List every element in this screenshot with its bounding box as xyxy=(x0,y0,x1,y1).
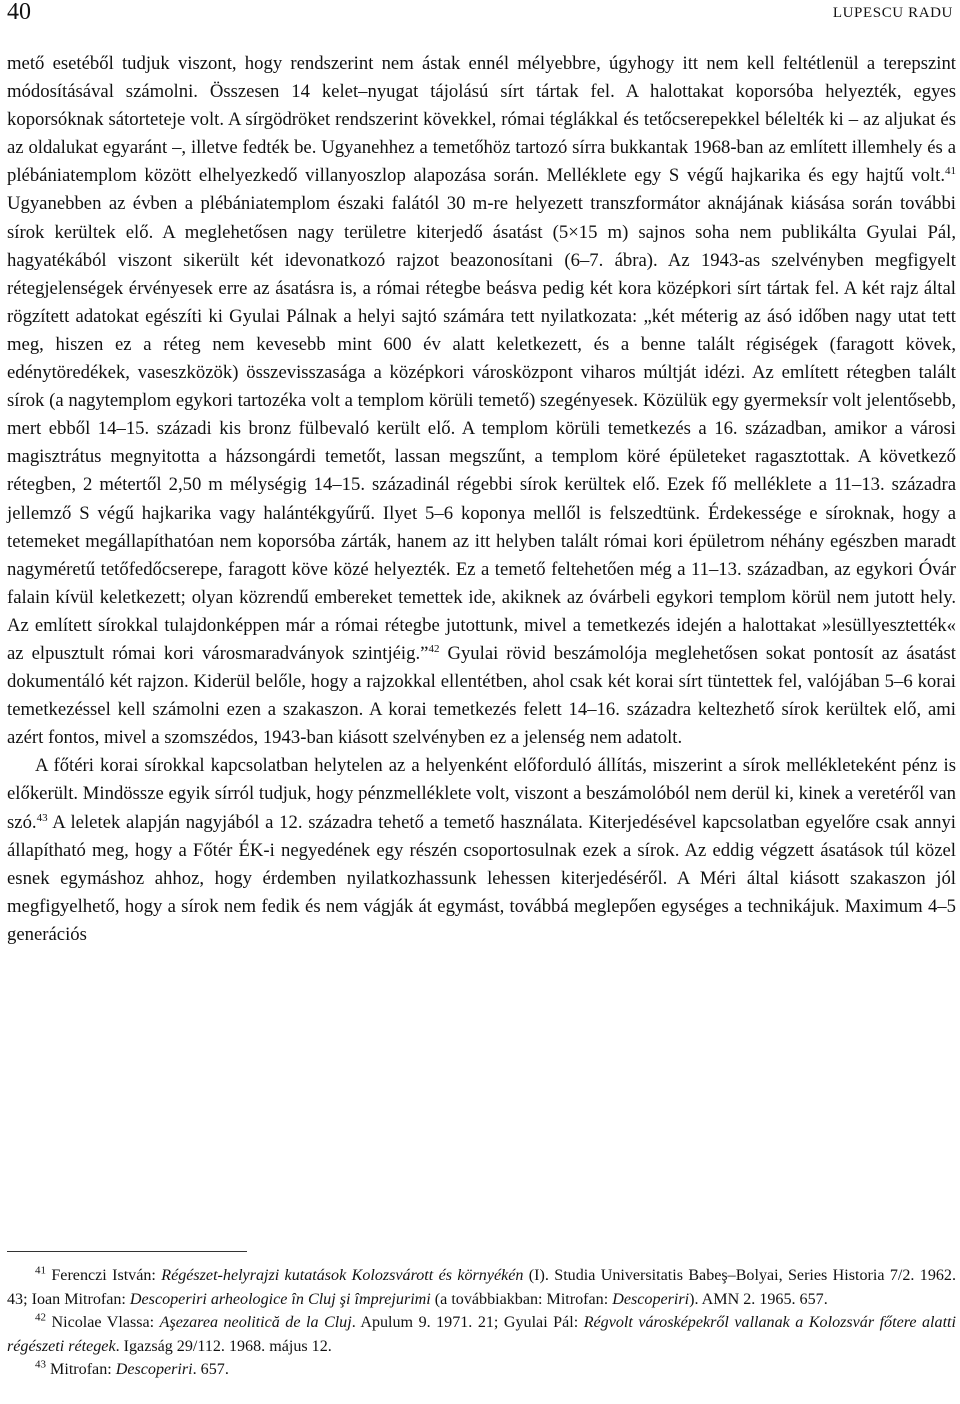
footnote-title: Descoperiri xyxy=(115,1361,193,1378)
footnotes xyxy=(7,1264,956,1382)
footnote-ref-43: 43 xyxy=(36,811,48,824)
footnote-separator xyxy=(7,1251,247,1252)
footnote-text: Mitrofan: xyxy=(50,1361,116,1378)
footnote-text: (I). Studia Universitatis Babeş–Bolyai, Series Historia 7/2. 1962. 43; Ioan Mitrofan: xyxy=(7,1267,956,1308)
page-number: 40 xyxy=(7,0,31,25)
footnote-text: . 657. xyxy=(192,1361,229,1378)
text-run: mető esetéből tudjuk viszont, hogy rendszerint nem ástak ennél mélyebbre, úgyhogy itt nem kell feltétlenül a terepszint módosításával számolni. Összesen 14 kelet–nyugat tájolású sírt tártak fel. A halottakat koporsóba helyezték, egyes koporsóknak sátorteteje volt. A sírgödröket rendszerint kövekkel, római téglákkal és tetőcserepekkel bélelték ki – az aljukat és az oldalukat egyaránt –, illetve fedték be. Ugyanehhez a temetőhöz tartozó sírra bukkantak 1968-ban az említett illemhely és a plébániatemplom között elhelyezkedő villanyoszlop alapozása során. Melléklete egy S végű hajkarika és egy hajtű volt. xyxy=(7,53,956,187)
footnote-ref-42: 42 xyxy=(428,642,440,655)
text-run: Gyulai rövid beszámolója meglehetősen sokat pontosít az ásatást dokumentáló két rajzon. Kiderül belőle, hogy a rajzokkal ellentétben, ahol csak két korai sírt tüntettek fel, valójában 5–6 korai temetkezéssel kell számolni ezen a szakaszon. A korai temetkezés felett 14–16. századra keltezhető sírok kerültek elő, ami azért fontos, mivel a szomszédos, 1943-ban kiásott szelvényben ez a jelenség nem adatolt. xyxy=(7,642,956,749)
footnote-ref-41: 41 xyxy=(945,165,956,178)
footnote-text: Nicolae Vlassa: xyxy=(51,1314,160,1331)
text-run: Ugyanebben az évben a plébániatemplom északi falától 30 m-re helyezett transzformátor aknájának kiásása során további sírok kerültek elő. A meglehetősen nagy területre kiterjedő ásatást (5×15 m) sajnos soha nem publikálta Gyulai Pál, hagyatékából viszont sikerült két idevonatkozó rajzot beazonosítani (6–7. ábra). Az 1943-as szelvényben megfigyelt rétegjelenségek érvényesek erre az ásatásra is, a római rétegbe beásva pedig két kora középkori sírt tártak fel. A két rajz által rögzített adatokat egészíti ki Gyulai Pálnak a helyi sajtó számára tett nyilatkozata: „két méterig az ásó időben nagy utat tett meg, hiszen ez a réteg nem kevesebb mint 600 év alatt keletkezett, és a benne talált régiségek (faragott kövek, edénytöredékek, vaseszközök) összevisszasága a középkori városközpont viharos múltját idézi. Az említett rétegben talált sírok (a nagytemplom egykori tartozéka volt a templom körüli temető) szegényesek. Közülük egy gyermeksír volt jelentősebb, mert ebből 14–15. századi kis bronz fülbevaló került elő. A templom körüli temetkezés a 16. században, amikor a városi magisztrátus megnyitotta a házsongárdi temetőt, lassan megszűnt, a templom köré épületeket ragasztottak. A következő rétegben, 2 métertől 2,50 m mélységig 14–15. századinál régebbi sírok kerültek elő. Ezek fő melléklete a 11–13. századra jellemző S végű hajkarika vagy halántékgyűrű. Ilyet 5–6 koponya mellől is felszedtünk. Érdekessége e síroknak, hogy a tetemeket megállapíthatóan nem koporsóba zárták, hanem az itt helyben talált római kori épületrom néhány egészben maradt nagyméretű tetőfedőcserepe, faragott köve közé helyezték. Ez a temető feltehetően még a 11–13. században, az egykori Óvár falain kívül keletkezett; olyan közrendű embereket temettek ide, akiknek az óvárbeli egykori templom körül nem jutott hely. Az említett sírokkal tulajdonképpen már a római rétegbe jutottunk, mivel a temetkezés idején a halottakat »lesüllyesztették« az elpusztult római kori városmaradványok szintjéig.” xyxy=(7,193,956,664)
footnote-number: 42 xyxy=(35,1311,46,1324)
page-header xyxy=(7,0,953,30)
footnote-text: Ferenczi István: xyxy=(51,1267,162,1284)
main-text xyxy=(7,50,956,949)
footnote-text: ). AMN 2. 1965. 657. xyxy=(689,1290,828,1308)
text-run: A főtéri korai sírokkal kapcsolatban helytelen az a helyenként előforduló állítás, miszerint a sírok mellékleteként pénz is előkerült. Mindössze egyik sírról tudjuk, hogy pénzmelléklete volt, viszont a beszámolóból nem derül ki, kinek a veretéről van szó. xyxy=(7,755,956,833)
footnote-number: 41 xyxy=(35,1264,46,1277)
footnote-title: Régészet-helyrajzi kutatások Kolozsvárott és környékén xyxy=(161,1267,524,1284)
footnote-text: . Igazság 29/112. 1968. május 12. xyxy=(115,1337,332,1355)
footnote-41 xyxy=(7,1264,956,1311)
footnote-text: (a továbbiakban: Mitrofan: xyxy=(430,1290,613,1308)
footnote-title: Régvolt városképekről vallanak a Kolozsvár főtere alatti régészeti rétegek xyxy=(7,1314,956,1355)
footnote-text: . Apulum 9. 1971. 21; Gyulai Pál: xyxy=(351,1314,584,1331)
body-paragraph xyxy=(7,752,956,949)
footnote-number: 43 xyxy=(35,1358,46,1371)
running-head: LUPESCU RADU xyxy=(832,5,953,21)
footnote-title: Descoperiri xyxy=(612,1290,690,1308)
footnote-title: Aşezarea neolitică de la Cluj xyxy=(159,1314,352,1331)
footnote-43 xyxy=(7,1358,956,1382)
footnote-title: Descoperiri arheologice în Cluj şi împrejurimi xyxy=(129,1290,431,1308)
body-paragraph xyxy=(7,50,956,752)
text-run: A leletek alapján nagyjából a 12. századra tehető a temető használata. Kiterjedésével kapcsolatban egyelőre csak annyi állapítható meg, hogy a Főtér ÉK-i negyedének egy részén csoportosulnak ezek a sírok. Az eddig végzett ásatások túl közel esnek egymáshoz ahhoz, hogy érdemben nyilatkozhassunk lehessen kiterjedéséről. A Méri által kiásott szakaszon jól megfigyelhető, hogy a sírok nem fedik és nem vágják át egymást, továbbá meglepően egységes a technikájuk. Maximum 4–5 generációs xyxy=(7,811,956,945)
footnote-42 xyxy=(7,1311,956,1358)
